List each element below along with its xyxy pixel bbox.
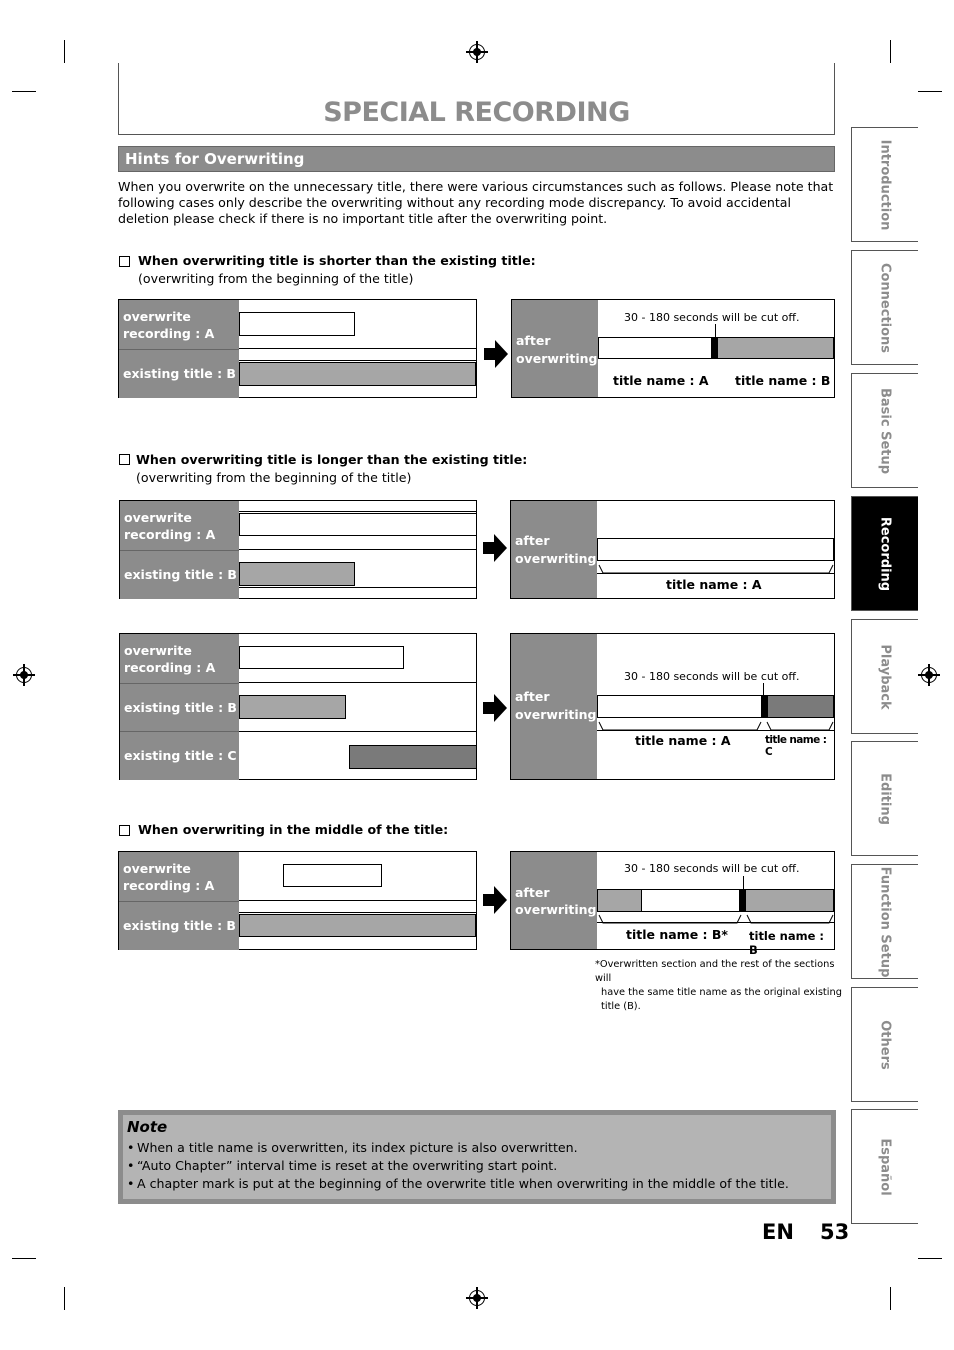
language-label: EN: [762, 1220, 794, 1244]
bar-result-b: [717, 337, 834, 359]
page-title: SPECIAL RECORDING: [323, 97, 630, 128]
bar-recording-a: [239, 513, 477, 536]
bar-recording-a: [283, 864, 382, 887]
crop-mark: [890, 40, 891, 63]
registration-mark-icon: [16, 667, 32, 683]
tab-espanol[interactable]: Español: [851, 1109, 918, 1224]
intro-paragraph: When you overwrite on the unnecessary title, there were various circumstances such as follows. Please note that following cases only describe the overwriting without any recording mode discrepancy. To avoid accidental deletion please check if there is no important title after the overwriting point.: [118, 179, 834, 226]
registration-mark-icon: [921, 667, 937, 683]
diagram-after: [510, 851, 835, 957]
bar-result-a: [597, 695, 763, 718]
tab-recording[interactable]: Recording: [851, 496, 918, 611]
cutoff-text: 30 - 180 seconds will be cut off.: [624, 311, 800, 324]
registration-mark-icon: [469, 44, 485, 60]
bar-existing-c: [349, 745, 477, 769]
title-name-a: title name : A: [666, 577, 762, 592]
bar-existing-b: [239, 362, 476, 386]
checkbox-icon: [119, 825, 130, 836]
bar-result-c: [767, 695, 834, 718]
diagram-after: [510, 500, 835, 599]
note-box: [118, 1110, 836, 1204]
bar-result-b: [745, 889, 834, 912]
footnote: *Overwritten section and the rest of the sections will have the same title name as the original existing title (B).: [595, 959, 842, 1012]
page-number: 53: [820, 1220, 850, 1244]
case-heading: When overwriting title is shorter than the existing title:: [138, 253, 536, 268]
label-overwrite-a: overwrite recording : A: [119, 300, 239, 349]
cutoff-text: 30 - 180 seconds will be cut off.: [624, 862, 800, 875]
diagram-after: [511, 299, 835, 398]
diagram-before: [119, 500, 477, 599]
note-title: Note: [127, 1118, 168, 1136]
title-name-c: title name : C: [765, 734, 827, 758]
diagram-before: [118, 851, 477, 950]
title-name-a: title name : A: [635, 733, 731, 748]
bar-existing-b: [239, 562, 355, 586]
diagram-after: [510, 633, 835, 780]
crop-mark: [918, 91, 942, 92]
bar-recording-a: [239, 312, 355, 336]
case-subheading: (overwriting from the beginning of the title): [136, 470, 412, 485]
diagram-before: [118, 299, 477, 398]
label-existing-c: existing title : C: [120, 731, 239, 780]
tab-editing[interactable]: Editing: [851, 741, 918, 856]
note-item: • When a title name is overwritten, its index picture is also overwritten.: [127, 1140, 578, 1155]
crop-mark: [64, 40, 65, 63]
tab-basic-setup[interactable]: Basic Setup: [851, 373, 918, 488]
label-existing-b: existing title : B: [120, 550, 239, 599]
tab-playback[interactable]: Playback: [851, 619, 918, 734]
label-existing-b: existing title : B: [119, 901, 239, 950]
note-item: • “Auto Chapter” interval time is reset at the overwriting start point.: [127, 1158, 558, 1173]
crop-mark: [64, 1287, 65, 1310]
bar-existing-b: [239, 695, 346, 719]
label-after-overwriting: after overwriting: [511, 852, 597, 949]
brace-icon: [597, 913, 835, 925]
tab-connections[interactable]: Connections: [851, 250, 918, 365]
tab-others[interactable]: Others: [851, 987, 918, 1102]
case-heading: When overwriting in the middle of the title:: [138, 822, 449, 837]
label-existing-b: existing title : B: [120, 683, 239, 732]
cutoff-text: 30 - 180 seconds will be cut off.: [624, 670, 800, 683]
label-after-overwriting: after overwriting: [512, 300, 598, 397]
brace-icon: [597, 563, 835, 575]
section-header: [118, 146, 835, 172]
label-overwrite-a: overwrite recording : A: [119, 852, 239, 901]
checkbox-icon: [119, 454, 130, 465]
section-heading: Hints for Overwriting: [125, 150, 305, 168]
title-name-b: title name : B: [749, 929, 825, 957]
note-item: • A chapter mark is put at the beginning of the overwrite title when overwriting in the middle of the title.: [127, 1176, 789, 1191]
label-overwrite-a: overwrite recording : A: [120, 501, 239, 550]
diagram-before: [119, 633, 477, 780]
brace-icon: [597, 720, 835, 732]
bar-recording-a: [239, 646, 404, 669]
label-after-overwriting: after overwriting: [511, 634, 597, 779]
bar-result-a: [598, 337, 715, 359]
title-name-b: title name : B: [735, 373, 831, 388]
case-subheading: (overwriting from the beginning of the title): [138, 271, 414, 286]
crop-mark: [12, 91, 36, 92]
title-name-b-star: title name : B*: [626, 927, 728, 942]
label-overwrite-a: overwrite recording : A: [120, 634, 239, 683]
label-existing-b: existing title : B: [119, 349, 239, 398]
bar-existing-b: [239, 914, 476, 937]
bar-result-a: [597, 538, 834, 561]
case-heading: When overwriting title is longer than the existing title:: [136, 452, 528, 467]
label-after-overwriting: after overwriting: [511, 501, 597, 598]
tab-introduction[interactable]: Introduction: [851, 127, 918, 242]
tab-function-setup[interactable]: Function Setup: [851, 864, 918, 979]
crop-mark: [12, 1258, 36, 1259]
crop-mark: [890, 1287, 891, 1310]
title-name-a: title name : A: [613, 373, 709, 388]
checkbox-icon: [119, 256, 130, 267]
bar-result-b-start: [597, 889, 643, 912]
registration-mark-icon: [469, 1290, 485, 1306]
crop-mark: [918, 1258, 942, 1259]
bar-result-a: [641, 889, 741, 912]
